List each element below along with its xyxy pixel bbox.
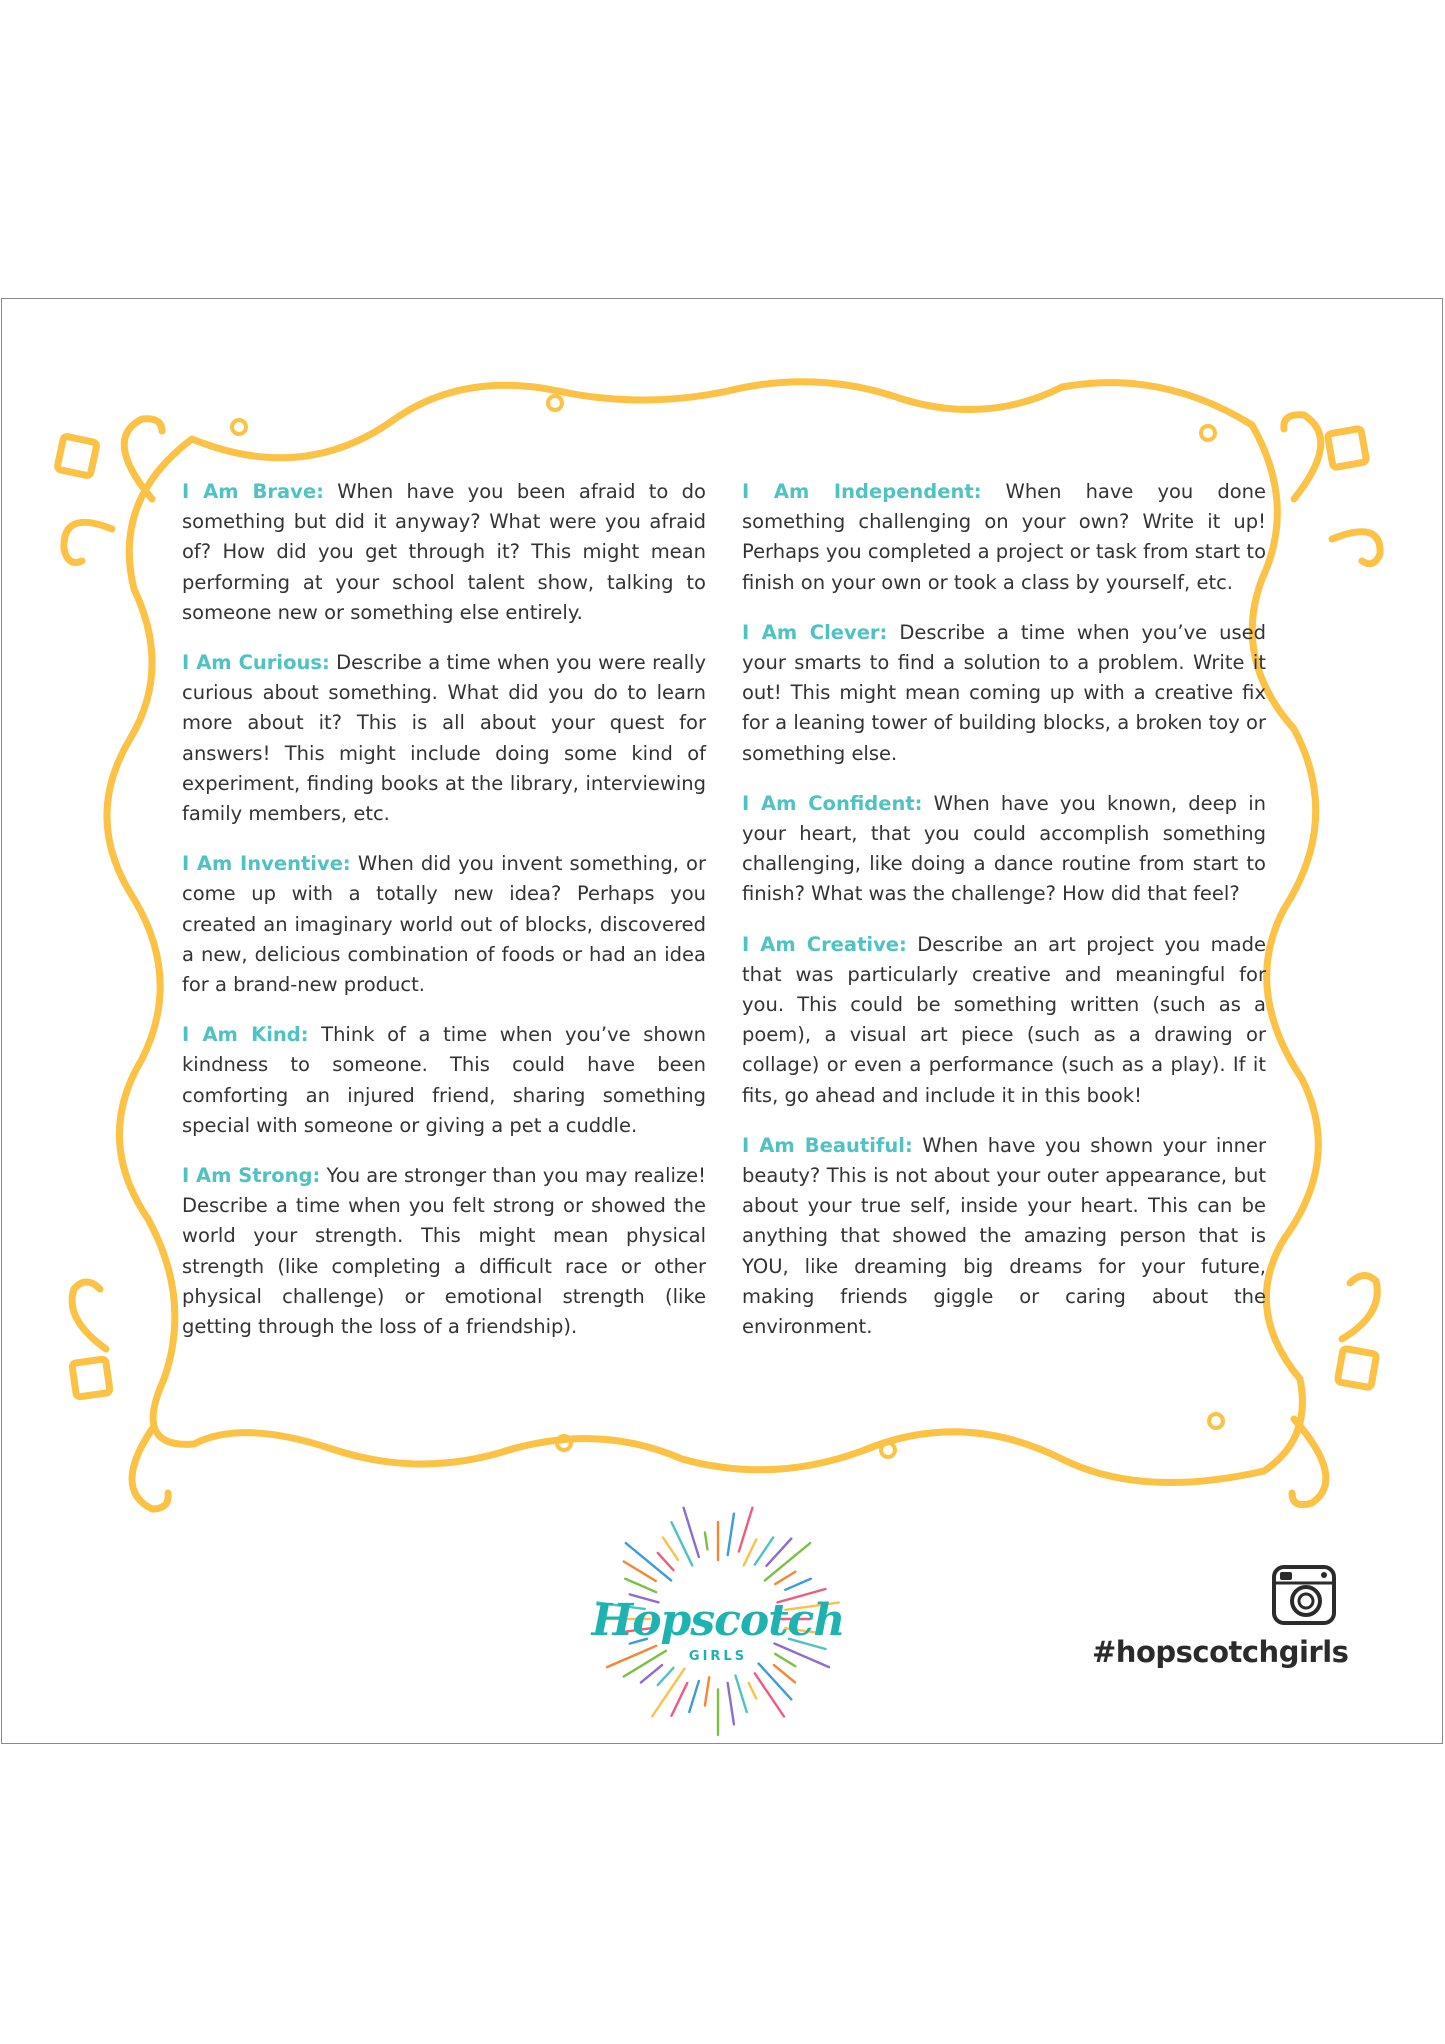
diamond-bottom-left — [72, 1359, 110, 1397]
prompt-title: I Am Beautiful: — [742, 1133, 913, 1157]
sunburst-ray — [744, 1539, 756, 1565]
dot-top-2 — [548, 396, 562, 410]
prompts-left-column — [182, 477, 706, 1362]
dot-top-3 — [1201, 426, 1215, 440]
prompt-body: Describe an art project you made that was particularly creative and meaningful for you. This could be something written (such as a poem), a visual art piece (such as a drawing or collage) or even a performance (such as a play). If it fits, go ahead and include it in this book! — [742, 932, 1266, 1107]
prompt-body: When have you known, deep in your heart, that you could accomplish something challenging, like doing a dance routine from start to finish? What was the challenge? How did that feel? — [742, 791, 1266, 906]
sunburst-ray — [728, 1514, 734, 1555]
prompt-body: You are stronger than you may realize! Describe a time when you felt strong or showed the world your strength. This might mean physical strength (like completing a difficult race or other physical challenge) or emotional strength (like getting through the loss of a friendship). — [182, 1164, 706, 1339]
sunburst-ray — [705, 1532, 708, 1549]
swirl-top-right — [1284, 415, 1321, 499]
sunburst-ray — [625, 1579, 656, 1592]
dot-bottom-3 — [1209, 1414, 1223, 1428]
sunburst-ray — [641, 1665, 662, 1682]
prompts-right-column — [742, 477, 1266, 1362]
prompt-body: Think of a time when you’ve shown kindness to someone. This could have been comforting an injured friend, sharing something special with someone or giving a pet a cuddle. — [182, 1023, 706, 1137]
prompt-title: I Am Curious: — [182, 651, 330, 675]
prompt-kind — [182, 1020, 706, 1141]
diamond-top-right — [1327, 428, 1366, 467]
diamond-bottom-right — [1337, 1348, 1376, 1387]
prompt-body: When have you been afraid to do something but did it anyway? What were you afraid of? How did you get through it? This might mean performing at your school talent show, talking to someone new or something else entirely. — [182, 480, 706, 624]
prompt-title: I Am Confident: — [742, 791, 923, 815]
swirl-top-left — [124, 419, 162, 499]
prompt-title: I Am Strong: — [182, 1164, 321, 1188]
camera-icon — [1270, 1561, 1338, 1629]
diamond-top-left — [57, 436, 97, 476]
sunburst-ray — [775, 1572, 795, 1584]
prompt-body: Describe a time when you’ve used your smarts to find a solution to a problem. Write it out! This might mean coming up with a creative fix for a leaning tower of building blocks, a broken toy or something else. — [742, 620, 1266, 765]
dot-top-1 — [232, 420, 246, 434]
sunburst-ray — [759, 1664, 792, 1700]
prompt-brave — [182, 477, 706, 628]
logo-wordmark: Hopscotch — [591, 1595, 845, 1646]
prompt-body: When did you invent something, or come up with a totally new idea? Perhaps you created an imaginary world out of blocks, discovered a new, delicious combination of foods or had an idea for a brand-new product. — [182, 852, 706, 997]
hopscotch-logo — [588, 1499, 848, 1739]
sunburst-ray — [658, 1553, 674, 1570]
sunburst-ray — [663, 1537, 678, 1559]
sunburst-ray — [728, 1683, 734, 1724]
sunburst-ray — [774, 1665, 795, 1682]
sunburst-ray — [658, 1668, 674, 1685]
swirl-bottom-left-upper — [72, 1282, 106, 1349]
prompt-clever — [742, 618, 1266, 769]
swirl-top-left-lower — [64, 522, 112, 562]
prompt-inventive — [182, 849, 706, 1000]
sunburst-ray — [671, 1683, 687, 1716]
prompt-independent — [742, 477, 1266, 598]
logo-subtitle: GIRLS — [688, 1649, 748, 1664]
prompt-title: I Am Inventive: — [182, 852, 351, 876]
prompt-title: I Am Independent: — [742, 480, 982, 503]
sunburst-ray — [739, 1508, 753, 1552]
sunburst-ray — [705, 1677, 709, 1705]
prompt-curious — [182, 648, 706, 829]
prompt-title: I Am Clever: — [742, 620, 888, 644]
journal-card — [1, 298, 1443, 1744]
prompt-title: I Am Brave: — [182, 480, 324, 503]
prompt-strong — [182, 1161, 706, 1342]
swirl-top-right-lower — [1332, 532, 1380, 564]
prompt-creative — [742, 930, 1266, 1111]
sunburst-ray — [749, 1683, 756, 1699]
swirl-bottom-right-upper — [1342, 1275, 1377, 1339]
sunburst-ray — [755, 1673, 784, 1716]
prompt-title: I Am Kind: — [182, 1023, 309, 1047]
sunburst-ray — [652, 1669, 684, 1717]
prompt-body: When have you shown your inner beauty? This is not about your outer appearance, but about your true self, inside your heart. This can be anything that showed the amazing person that is YOU, like dreaming big dreams for your future, making friends giggle or caring about the environment. — [742, 1133, 1266, 1339]
sunburst-ray — [689, 1681, 699, 1712]
prompt-confident — [742, 789, 1266, 910]
prompt-body: Describe a time when you were really curious about something. What did you do to learn more about it? This is all about your quest for answers! This might include doing some kind of experiment, finding books at the library, interviewing family members, etc. — [182, 651, 706, 826]
sunburst-ray — [785, 1579, 810, 1590]
social-hashtag: #hopscotchgirls — [1092, 1635, 1349, 1669]
prompt-body: When have you done something challenging on your own? Write it up! Perhaps you completed a project or task from start to finish on your own or took a class by yourself, etc. — [742, 480, 1266, 594]
prompt-beautiful — [742, 1131, 1266, 1342]
sunburst-ray — [735, 1676, 746, 1712]
prompt-title: I Am Creative: — [742, 932, 907, 956]
